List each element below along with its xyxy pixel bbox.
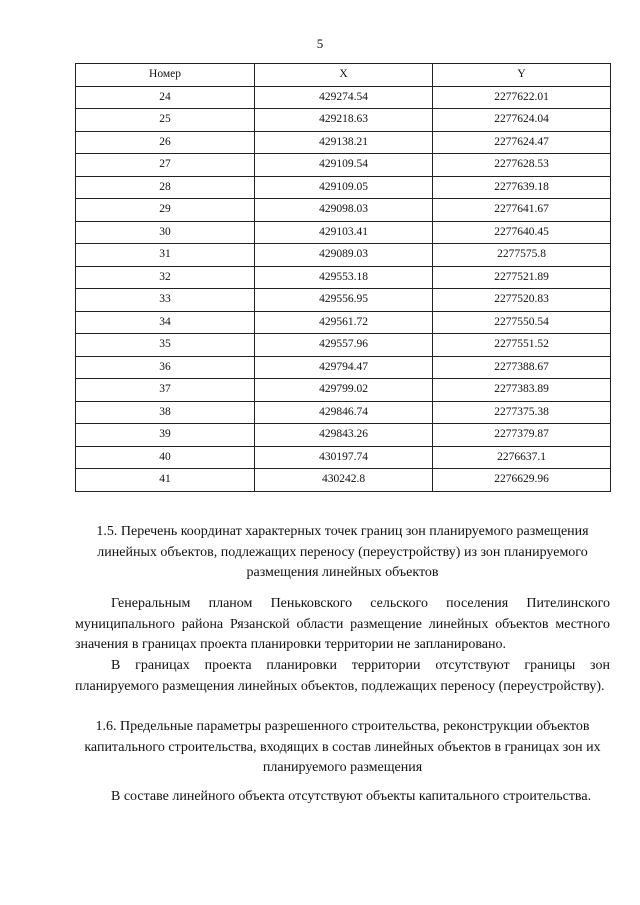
paragraph-no-boundaries: В границах проекта планировки территории отсутствуют границы зон планируемого размещения линейных объектов, подлежащих переносу (переустройству). — [75, 658, 610, 694]
cell-x: 429138.21 — [255, 131, 433, 154]
cell-number: 39 — [76, 424, 255, 447]
cell-y: 2277388.67 — [433, 356, 611, 379]
cell-number: 27 — [76, 154, 255, 177]
cell-x: 429103.41 — [255, 221, 433, 244]
cell-x: 429109.54 — [255, 154, 433, 177]
cell-number: 24 — [76, 86, 255, 109]
cell-number: 31 — [76, 244, 255, 267]
table-body — [76, 86, 611, 491]
page-number: 5 — [316, 36, 324, 51]
table-row — [76, 379, 611, 402]
cell-y: 2277575.8 — [433, 244, 611, 267]
table-row — [76, 289, 611, 312]
cell-y: 2277622.01 — [433, 86, 611, 109]
cell-x: 429846.74 — [255, 401, 433, 424]
cell-x: 429098.03 — [255, 199, 433, 222]
cell-y: 2277641.67 — [433, 199, 611, 222]
cell-x: 429557.96 — [255, 334, 433, 357]
cell-number: 26 — [76, 131, 255, 154]
cell-x: 429089.03 — [255, 244, 433, 267]
cell-y: 2277379.87 — [433, 424, 611, 447]
cell-number: 40 — [76, 446, 255, 469]
cell-y: 2277628.53 — [433, 154, 611, 177]
table-row — [76, 131, 611, 154]
cell-x: 429556.95 — [255, 289, 433, 312]
column-header-number: Номер — [76, 64, 255, 87]
table-row — [76, 356, 611, 379]
cell-x: 429218.63 — [255, 109, 433, 132]
section-heading-1-5: 1.5. Перечень координат характерных точек границ зон планируемого размещения линейных объектов, подлежащих переносу (переустройству) из зон планируемого размещения линейных объектов — [96, 524, 589, 580]
table-row — [76, 154, 611, 177]
cell-number: 29 — [76, 199, 255, 222]
cell-x: 429274.54 — [255, 86, 433, 109]
cell-y: 2277520.83 — [433, 289, 611, 312]
coordinates-table — [75, 63, 611, 492]
cell-x: 429843.26 — [255, 424, 433, 447]
cell-number: 35 — [76, 334, 255, 357]
cell-number: 33 — [76, 289, 255, 312]
table-row — [76, 86, 611, 109]
cell-y: 2276637.1 — [433, 446, 611, 469]
cell-x: 430242.8 — [255, 469, 433, 492]
cell-y: 2277624.04 — [433, 109, 611, 132]
table-row — [76, 244, 611, 267]
cell-number: 30 — [76, 221, 255, 244]
cell-y: 2277551.52 — [433, 334, 611, 357]
table-row — [76, 109, 611, 132]
cell-x: 429553.18 — [255, 266, 433, 289]
cell-x: 429794.47 — [255, 356, 433, 379]
cell-number: 41 — [76, 469, 255, 492]
cell-x: 429799.02 — [255, 379, 433, 402]
cell-x: 430197.74 — [255, 446, 433, 469]
cell-number: 34 — [76, 311, 255, 334]
table-row — [76, 266, 611, 289]
table-row — [76, 176, 611, 199]
cell-y: 2276629.96 — [433, 469, 611, 492]
cell-y: 2277640.45 — [433, 221, 611, 244]
cell-y: 2277624.47 — [433, 131, 611, 154]
cell-y: 2277639.18 — [433, 176, 611, 199]
cell-number: 38 — [76, 401, 255, 424]
section-heading-1-6: 1.6. Предельные параметры разрешенного строительства, реконструкции объектов капитального строительства, входящих в состав линейных объектов в границах зон их планируемого размещения — [84, 719, 601, 775]
paragraph-no-capital-objects: В составе линейного объекта отсутствуют объекты капитального строительства. — [111, 789, 592, 804]
table-row — [76, 221, 611, 244]
cell-y: 2277521.89 — [433, 266, 611, 289]
cell-y: 2277375.38 — [433, 401, 611, 424]
cell-x: 429561.72 — [255, 311, 433, 334]
table-row — [76, 311, 611, 334]
cell-x: 429109.05 — [255, 176, 433, 199]
table-row — [76, 334, 611, 357]
table-header-row — [76, 64, 611, 87]
cell-number: 37 — [76, 379, 255, 402]
table-row — [76, 424, 611, 447]
cell-number: 25 — [76, 109, 255, 132]
table-row — [76, 199, 611, 222]
cell-y: 2277383.89 — [433, 379, 611, 402]
table-row — [76, 446, 611, 469]
cell-y: 2277550.54 — [433, 311, 611, 334]
column-header-y: Y — [433, 64, 611, 87]
column-header-x: X — [255, 64, 433, 87]
table-row — [76, 401, 611, 424]
cell-number: 32 — [76, 266, 255, 289]
cell-number: 28 — [76, 176, 255, 199]
table-row — [76, 469, 611, 492]
paragraph-general-plan: Генеральным планом Пеньковского сельского поселения Пителинского муниципального района Рязанской области размещение линейных объектов местного значения в границах проекта планировки территории не запланировано. — [75, 596, 610, 652]
cell-number: 36 — [76, 356, 255, 379]
